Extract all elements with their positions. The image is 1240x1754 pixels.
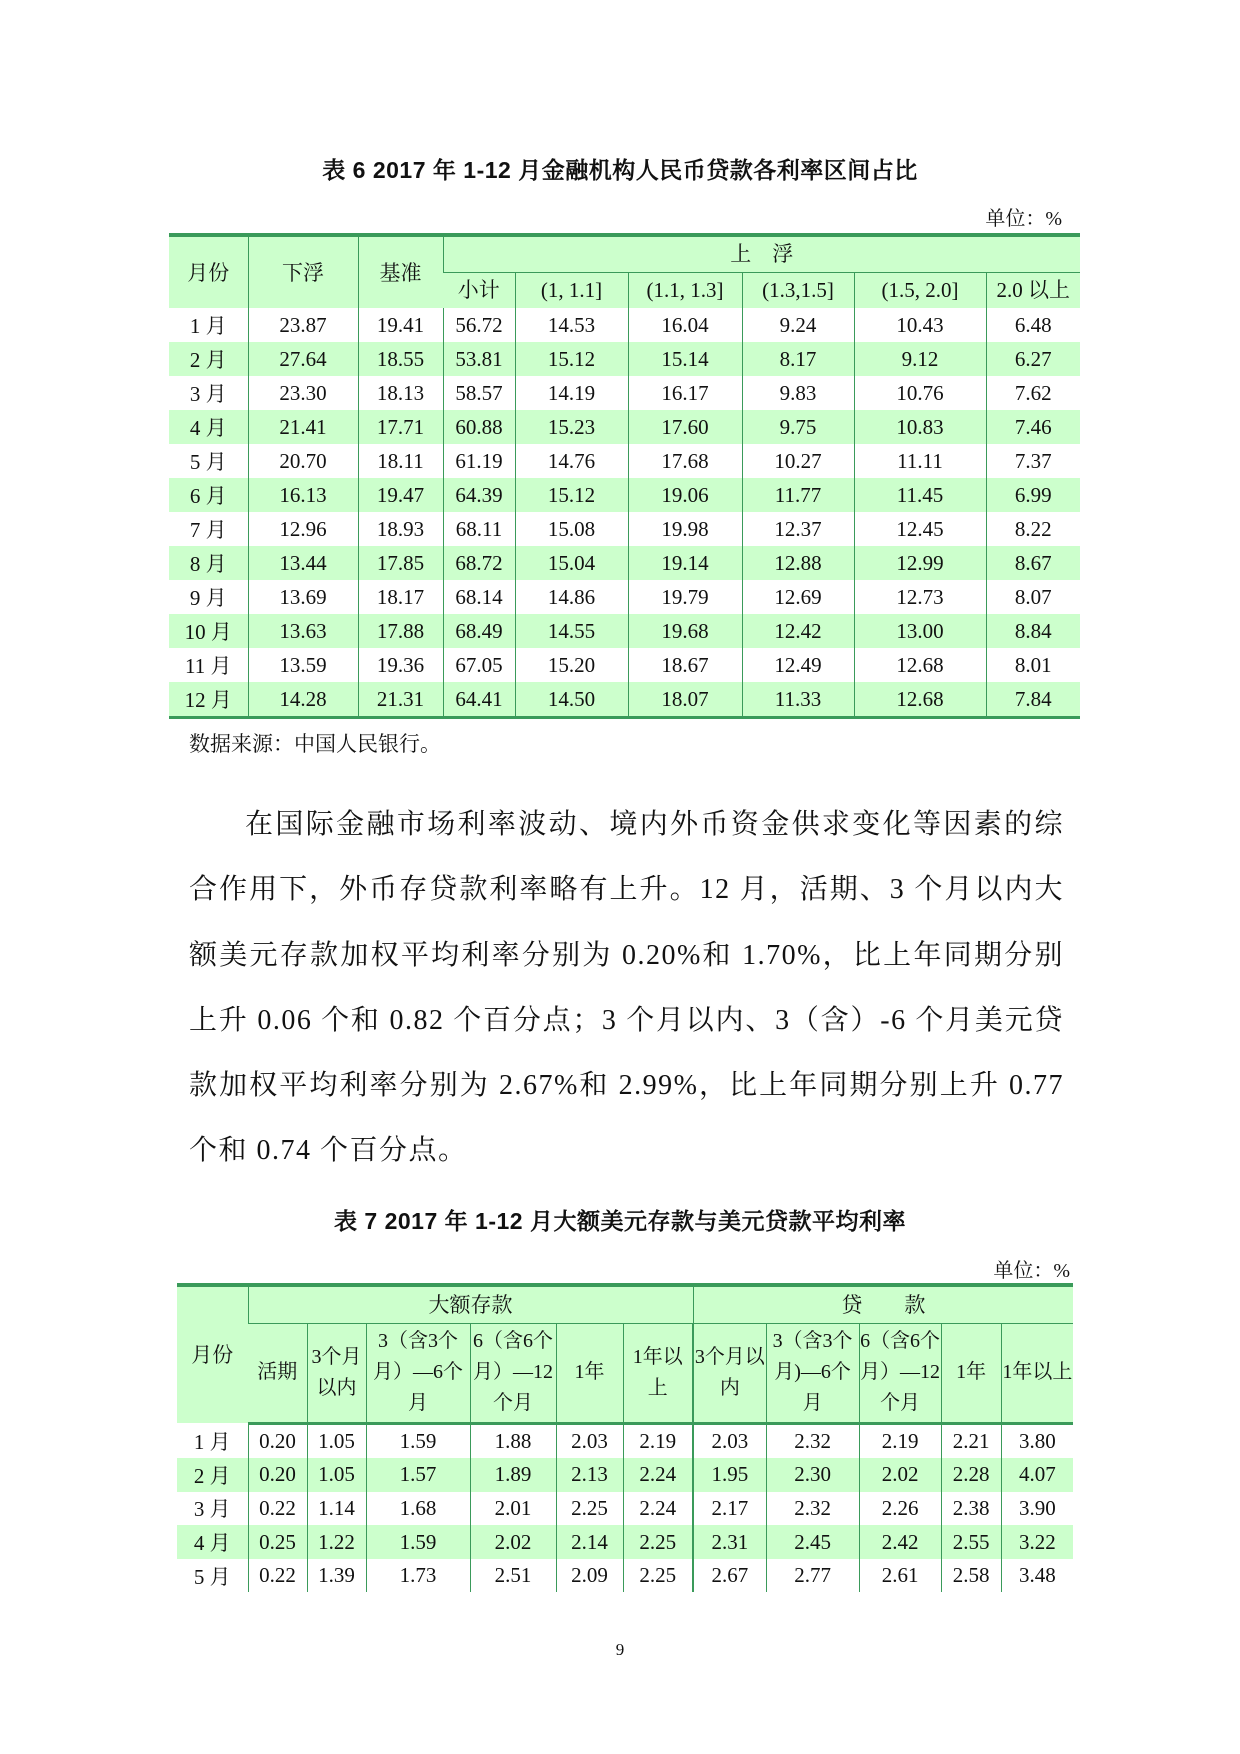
value-cell: 68.14 (443, 580, 515, 614)
value-cell: 11.77 (742, 478, 854, 512)
paragraph-text: 在国际金融市场利率波动、境内外币资金供求变化等因素的综合作用下，外币存贷款利率略有上升。12 月，活期、3 个月以内大额美元存款加权平均利率分别为 0.20%和 1.70%，比上年同期分别上升 0.06 个和 0.82 个百分点；3 个月以内、3（含）-6 个月美元贷款加权平均利率分别为 2.67%和 2.99%，比上年同期分别上升 0.77 个和 0.74 个百分点。 (189, 809, 1064, 1167)
value-cell: 60.88 (443, 410, 515, 444)
value-cell: 13.69 (248, 580, 358, 614)
subheader: 1年 (556, 1323, 623, 1423)
value-cell: 11.11 (854, 444, 986, 478)
value-cell: 64.41 (443, 682, 515, 718)
value-cell: 2.14 (556, 1525, 623, 1559)
subheader: 1年以上 (623, 1323, 693, 1423)
value-cell: 15.20 (515, 648, 628, 682)
value-cell: 15.08 (515, 512, 628, 546)
table-row (169, 682, 1080, 718)
table-row (169, 342, 1080, 376)
value-cell: 1.73 (366, 1559, 470, 1593)
value-cell: 17.71 (358, 410, 443, 444)
value-cell: 3.22 (1001, 1525, 1073, 1559)
value-cell: 68.11 (443, 512, 515, 546)
subheader: 1年 (941, 1323, 1001, 1423)
subheader: 3个月以内 (307, 1323, 366, 1423)
value-cell: 2.03 (556, 1423, 623, 1458)
table-row (169, 444, 1080, 478)
month-cell: 7 月 (189, 518, 227, 542)
month-cell: 1 月 (189, 314, 227, 338)
value-cell: 19.41 (358, 308, 443, 342)
value-cell: 68.72 (443, 546, 515, 580)
table6-unit: 单位：% (985, 208, 1062, 230)
value-cell: 1.14 (307, 1492, 366, 1526)
subheader: 3（含3个月)—6个月 (766, 1323, 859, 1423)
value-cell: 13.63 (248, 614, 358, 648)
value-cell: 6.48 (986, 308, 1080, 342)
value-cell: 8.67 (986, 546, 1080, 580)
value-cell: 2.02 (470, 1525, 556, 1559)
value-cell: 8.17 (742, 342, 854, 376)
value-cell: 3.90 (1001, 1492, 1073, 1526)
value-cell: 14.53 (515, 308, 628, 342)
value-cell: 12.49 (742, 648, 854, 682)
value-cell: 17.60 (628, 410, 742, 444)
value-cell: 2.09 (556, 1559, 623, 1593)
month-cell: 10 月 (169, 614, 248, 648)
value-cell: 2.67 (693, 1559, 766, 1593)
value-cell: 19.68 (628, 614, 742, 648)
month-cell: 2 月 (177, 1458, 248, 1492)
month-cell: 3 月 (193, 1497, 231, 1522)
value-cell: 2.28 (941, 1458, 1001, 1492)
value-cell: 56.72 (443, 308, 515, 342)
value-cell: 2.21 (941, 1423, 1001, 1458)
month-cell: 12 月 (169, 682, 248, 718)
subheader: 2.0 以上 (986, 272, 1080, 308)
value-cell: 17.85 (358, 546, 443, 580)
value-cell: 2.19 (859, 1423, 941, 1458)
subheader: 小计 (443, 272, 515, 308)
value-cell: 10.76 (854, 376, 986, 410)
header-loan: 贷 款 (693, 1285, 1073, 1323)
value-cell: 21.41 (248, 410, 358, 444)
table-row (177, 1492, 1073, 1526)
table6-caption: 表 6 2017 年 1-12 月金融机构人民币贷款各利率区间占比 (322, 157, 918, 183)
value-cell: 12.73 (854, 580, 986, 614)
value-cell: 12.96 (248, 512, 358, 546)
value-cell: 16.04 (628, 308, 742, 342)
value-cell: 2.32 (766, 1423, 859, 1458)
subheader: (1, 1.1] (515, 272, 628, 308)
value-cell: 12.68 (854, 648, 986, 682)
value-cell: 2.26 (859, 1492, 941, 1526)
header-month: 月份 (177, 1285, 248, 1423)
value-cell: 13.59 (248, 648, 358, 682)
table-row (169, 478, 1080, 512)
value-cell: 6.27 (986, 342, 1080, 376)
value-cell: 2.31 (693, 1525, 766, 1559)
table-row (177, 1559, 1073, 1593)
table6-source: 数据来源：中国人民银行。 (189, 732, 441, 756)
value-cell: 2.45 (766, 1525, 859, 1559)
value-cell: 14.76 (515, 444, 628, 478)
header-deposit: 大额存款 (248, 1285, 693, 1323)
value-cell: 0.20 (248, 1423, 307, 1458)
value-cell: 2.17 (693, 1492, 766, 1526)
value-cell: 16.17 (628, 376, 742, 410)
subheader: (1.5, 2.0] (854, 272, 986, 308)
body-paragraph (189, 792, 1064, 1184)
value-cell: 18.93 (358, 512, 443, 546)
month-cell: 11 月 (185, 654, 232, 678)
month-cell: 4 月 (177, 1525, 248, 1559)
value-cell: 10.83 (854, 410, 986, 444)
value-cell: 7.37 (986, 444, 1080, 478)
table-row (177, 1525, 1073, 1559)
value-cell: 23.87 (248, 308, 358, 342)
value-cell: 2.51 (470, 1559, 556, 1593)
value-cell: 20.70 (248, 444, 358, 478)
value-cell: 19.47 (358, 478, 443, 512)
value-cell: 1.88 (470, 1423, 556, 1458)
value-cell: 7.62 (986, 376, 1080, 410)
value-cell: 27.64 (248, 342, 358, 376)
header-month: 月份 (169, 235, 248, 308)
value-cell: 1.05 (307, 1458, 366, 1492)
value-cell: 15.12 (515, 478, 628, 512)
value-cell: 12.68 (854, 682, 986, 718)
value-cell: 0.22 (248, 1492, 307, 1526)
subheader: 6（含6个月）—12个月 (859, 1323, 941, 1423)
value-cell: 1.22 (307, 1525, 366, 1559)
value-cell: 67.05 (443, 648, 515, 682)
value-cell: 2.32 (766, 1492, 859, 1526)
value-cell: 68.49 (443, 614, 515, 648)
value-cell: 14.19 (515, 376, 628, 410)
value-cell: 18.07 (628, 682, 742, 718)
table-row (169, 580, 1080, 614)
table-row (169, 376, 1080, 410)
value-cell: 2.24 (623, 1458, 693, 1492)
table-row (169, 614, 1080, 648)
value-cell: 2.58 (941, 1559, 1001, 1593)
month-cell: 1 月 (193, 1429, 231, 1454)
value-cell: 13.44 (248, 546, 358, 580)
month-cell: 6 月 (169, 478, 248, 512)
month-cell: 4 月 (169, 410, 248, 444)
value-cell: 18.67 (628, 648, 742, 682)
page-number: 9 (615, 1640, 625, 1659)
month-cell: 2 月 (169, 342, 248, 376)
value-cell: 64.39 (443, 478, 515, 512)
subheader: 活期 (248, 1323, 307, 1423)
value-cell: 2.38 (941, 1492, 1001, 1526)
value-cell: 8.84 (986, 614, 1080, 648)
value-cell: 19.98 (628, 512, 742, 546)
value-cell: 10.27 (742, 444, 854, 478)
value-cell: 15.12 (515, 342, 628, 376)
value-cell: 3.80 (1001, 1423, 1073, 1458)
value-cell: 21.31 (358, 682, 443, 718)
value-cell: 16.13 (248, 478, 358, 512)
value-cell: 53.81 (443, 342, 515, 376)
value-cell: 0.25 (248, 1525, 307, 1559)
table-row (169, 546, 1080, 580)
value-cell: 18.55 (358, 342, 443, 376)
value-cell: 8.01 (986, 648, 1080, 682)
value-cell: 1.89 (470, 1458, 556, 1492)
value-cell: 1.39 (307, 1559, 366, 1593)
value-cell: 6.99 (986, 478, 1080, 512)
value-cell: 2.03 (693, 1423, 766, 1458)
value-cell: 0.20 (248, 1458, 307, 1492)
subheader: (1.1, 1.3] (628, 272, 742, 308)
value-cell: 2.25 (623, 1559, 693, 1593)
value-cell: 2.42 (859, 1525, 941, 1559)
subheader: 1年以上 (1001, 1323, 1073, 1423)
value-cell: 14.55 (515, 614, 628, 648)
value-cell: 14.50 (515, 682, 628, 718)
header-base: 基准 (358, 235, 443, 308)
value-cell: 9.75 (742, 410, 854, 444)
value-cell: 3.48 (1001, 1559, 1073, 1593)
value-cell: 2.55 (941, 1525, 1001, 1559)
value-cell: 17.68 (628, 444, 742, 478)
value-cell: 18.17 (358, 580, 443, 614)
value-cell: 2.19 (623, 1423, 693, 1458)
value-cell: 1.59 (366, 1423, 470, 1458)
header-down: 下浮 (248, 235, 358, 308)
value-cell: 19.14 (628, 546, 742, 580)
value-cell: 17.88 (358, 614, 443, 648)
value-cell: 2.24 (623, 1492, 693, 1526)
subheader: 3（含3个月）—6个月 (366, 1323, 470, 1423)
subheader: (1.3,1.5] (742, 272, 854, 308)
table6-loan-rate-distribution (169, 233, 1080, 719)
month-cell: 9 月 (189, 586, 227, 610)
value-cell: 1.59 (366, 1525, 470, 1559)
value-cell: 12.69 (742, 580, 854, 614)
header-up: 上 浮 (443, 235, 1080, 272)
month-cell: 5 月 (189, 450, 227, 474)
value-cell: 15.23 (515, 410, 628, 444)
value-cell: 8.07 (986, 580, 1080, 614)
value-cell: 0.22 (248, 1559, 307, 1593)
value-cell: 9.83 (742, 376, 854, 410)
month-cell: 3 月 (189, 382, 227, 406)
value-cell: 2.77 (766, 1559, 859, 1593)
value-cell: 9.12 (854, 342, 986, 376)
table-row (169, 308, 1080, 342)
subheader: 6（含6个月）—12个月 (470, 1323, 556, 1423)
table-row (169, 410, 1080, 444)
month-cell: 5 月 (193, 1564, 231, 1589)
value-cell: 1.57 (366, 1458, 470, 1492)
table7-unit: 单位：% (993, 1260, 1070, 1282)
value-cell: 19.36 (358, 648, 443, 682)
value-cell: 19.06 (628, 478, 742, 512)
value-cell: 18.11 (358, 444, 443, 478)
value-cell: 12.37 (742, 512, 854, 546)
value-cell: 12.45 (854, 512, 986, 546)
value-cell: 12.99 (854, 546, 986, 580)
value-cell: 7.84 (986, 682, 1080, 718)
value-cell: 9.24 (742, 308, 854, 342)
value-cell: 2.61 (859, 1559, 941, 1593)
value-cell: 18.13 (358, 376, 443, 410)
value-cell: 14.28 (248, 682, 358, 718)
value-cell: 2.02 (859, 1458, 941, 1492)
value-cell: 8.22 (986, 512, 1080, 546)
table-row (177, 1423, 1073, 1458)
value-cell: 1.68 (366, 1492, 470, 1526)
value-cell: 12.42 (742, 614, 854, 648)
value-cell: 61.19 (443, 444, 515, 478)
subheader: 3个月以内 (693, 1323, 766, 1423)
table-row (169, 512, 1080, 546)
value-cell: 58.57 (443, 376, 515, 410)
value-cell: 2.13 (556, 1458, 623, 1492)
value-cell: 15.14 (628, 342, 742, 376)
value-cell: 2.25 (556, 1492, 623, 1526)
table-row (169, 648, 1080, 682)
value-cell: 2.30 (766, 1458, 859, 1492)
value-cell: 1.95 (693, 1458, 766, 1492)
table7-usd-rates (177, 1283, 1073, 1592)
value-cell: 12.88 (742, 546, 854, 580)
month-cell: 8 月 (169, 546, 248, 580)
value-cell: 11.45 (854, 478, 986, 512)
value-cell: 11.33 (742, 682, 854, 718)
value-cell: 10.43 (854, 308, 986, 342)
value-cell: 19.79 (628, 580, 742, 614)
value-cell: 2.01 (470, 1492, 556, 1526)
value-cell: 4.07 (1001, 1458, 1073, 1492)
value-cell: 1.05 (307, 1423, 366, 1458)
value-cell: 15.04 (515, 546, 628, 580)
table-row (177, 1458, 1073, 1492)
value-cell: 2.25 (623, 1525, 693, 1559)
value-cell: 7.46 (986, 410, 1080, 444)
value-cell: 13.00 (854, 614, 986, 648)
value-cell: 23.30 (248, 376, 358, 410)
value-cell: 14.86 (515, 580, 628, 614)
table7-caption: 表 7 2017 年 1-12 月大额美元存款与美元贷款平均利率 (334, 1208, 906, 1234)
